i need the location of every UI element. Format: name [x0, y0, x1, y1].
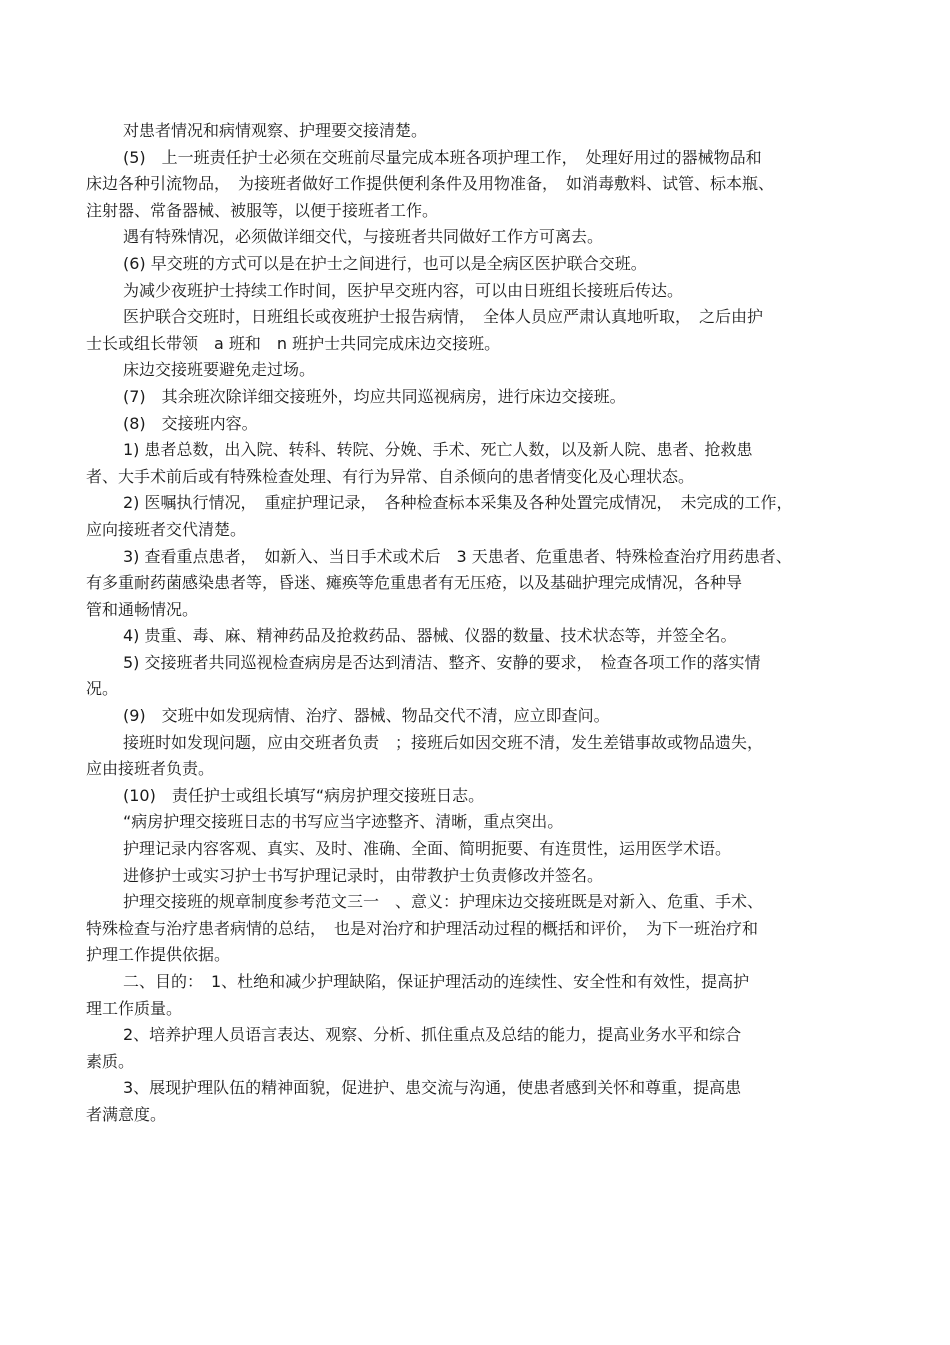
text-line: 管和通畅情况。 — [86, 599, 199, 619]
document-body — [86, 118, 861, 1129]
text-line: 况。 — [86, 679, 119, 699]
text-line: “病房护理交接班日志的书写应当字迹整齐、清晰，重点突出。 — [123, 812, 564, 832]
text-line: 床边各种引流物品， 为接班者做好工作提供便利条件及用物准备， 如消毒敷料、试管、标本瓶、 — [86, 174, 775, 194]
text-line: 为减少夜班护士持续工作时间，医护早交班内容，可以由日班组长接班后传达。 — [123, 280, 684, 300]
text-line: 理工作质量。 — [86, 998, 183, 1018]
text-line: (6) 早交班的方式可以是在护士之间进行，也可以是全病区医护联合交班。 — [123, 253, 647, 273]
text-line: 二、目的： 1、杜绝和减少护理缺陷，保证护理活动的连续性、安全性和有效性，提高护 — [123, 972, 750, 991]
text-line: 接班时如发现问题，应由交班者负责 ；接班后如因交班不清，发生差错事故或物品遗失， — [123, 732, 764, 752]
text-line: 素质。 — [86, 1051, 135, 1071]
text-line: 有多重耐药菌感染患者等，昏迷、瘫痪等危重患者有无压疮，以及基础护理完成情况，各种导 — [86, 573, 743, 593]
text-line: 护理记录内容客观、真实、及时、准确、全面、简明扼要、有连贯性，运用医学术语。 — [123, 839, 732, 859]
text-line: 3) 查看重点患者， 如新入、当日手术或术后 3 天患者、危重患者、特殊检查治疗用药患者、 — [123, 546, 792, 566]
text-line: 者、大手术前后或有特殊检查处理、有行为异常、自杀倾向的患者情变化及心理状态。 — [86, 466, 695, 486]
text-line: 床边交接班要避免走过场。 — [123, 360, 316, 380]
text-line: 3、展现护理队伍的精神面貌，促进护、患交流与沟通，使患者感到关怀和尊重，提高患 — [123, 1078, 742, 1098]
text-line: 应由接班者负责。 — [86, 759, 215, 779]
text-line: (8) 交接班内容。 — [123, 413, 258, 433]
text-line: 护理工作提供依据。 — [86, 945, 231, 965]
text-line: 医护联合交班时，日班组长或夜班护士报告病情， 全体人员应严肃认真地听取， 之后由护 — [123, 307, 764, 327]
text-line: 士长或组长带领 a 班和 n 班护士共同完成床边交接班。 — [86, 333, 501, 353]
text-line: (5) 上一班责任护士必须在交班前尽量完成本班各项护理工作， 处理好用过的器械物品和 — [123, 147, 762, 167]
text-line: (10) 责任护士或组长填写“病房护理交接班日志。 — [123, 785, 485, 805]
text-line: 2、培养护理人员语言表达、观察、分析、抓住重点及总结的能力，提高业务水平和综合 — [123, 1025, 742, 1045]
text-line: 2) 医嘱执行情况， 重症护理记录， 各种检查标本采集及各种处置完成情况， 未完成的工作， — [123, 493, 793, 513]
text-line: 遇有特殊情况，必须做详细交代，与接班者共同做好工作方可离去。 — [123, 227, 604, 247]
text-line: 者满意度。 — [86, 1104, 167, 1124]
text-line: 4) 贵重、毒、麻、精神药品及抢救药品、器械、仪器的数量、技术状态等，并签全名。 — [123, 626, 737, 646]
text-line: 进修护士或实习护士书写护理记录时，由带教护士负责修改并签名。 — [123, 865, 604, 885]
text-line: 应向接班者交代清楚。 — [86, 519, 247, 539]
text-line: 5) 交接班者共同巡视检查病房是否达到清洁、整齐、安静的要求， 检查各项工作的落实情 — [123, 652, 761, 672]
text-line: 护理交接班的规章制度参考范文三一 、意义：护理床边交接班既是对新入、危重、手术、 — [123, 892, 764, 912]
text-line: (9) 交班中如发现病情、治疗、器械、物品交代不清，应立即查问。 — [123, 706, 610, 726]
text-line: 1) 患者总数，出入院、转科、转院、分娩、手术、死亡人数，以及新人院、患者、抢救患 — [123, 440, 753, 460]
text-line: 注射器、常备器械、被服等，以便于接班者工作。 — [86, 200, 439, 220]
text-line: (7) 其余班次除详细交接班外，均应共同巡视病房，进行床边交接班。 — [123, 386, 626, 406]
text-line: 对患者情况和病情观察、护理要交接清楚。 — [123, 121, 428, 140]
text-line: 特殊检查与治疗患者病情的总结， 也是对治疗和护理活动过程的概括和评价， 为下一班治疗和 — [86, 918, 759, 938]
